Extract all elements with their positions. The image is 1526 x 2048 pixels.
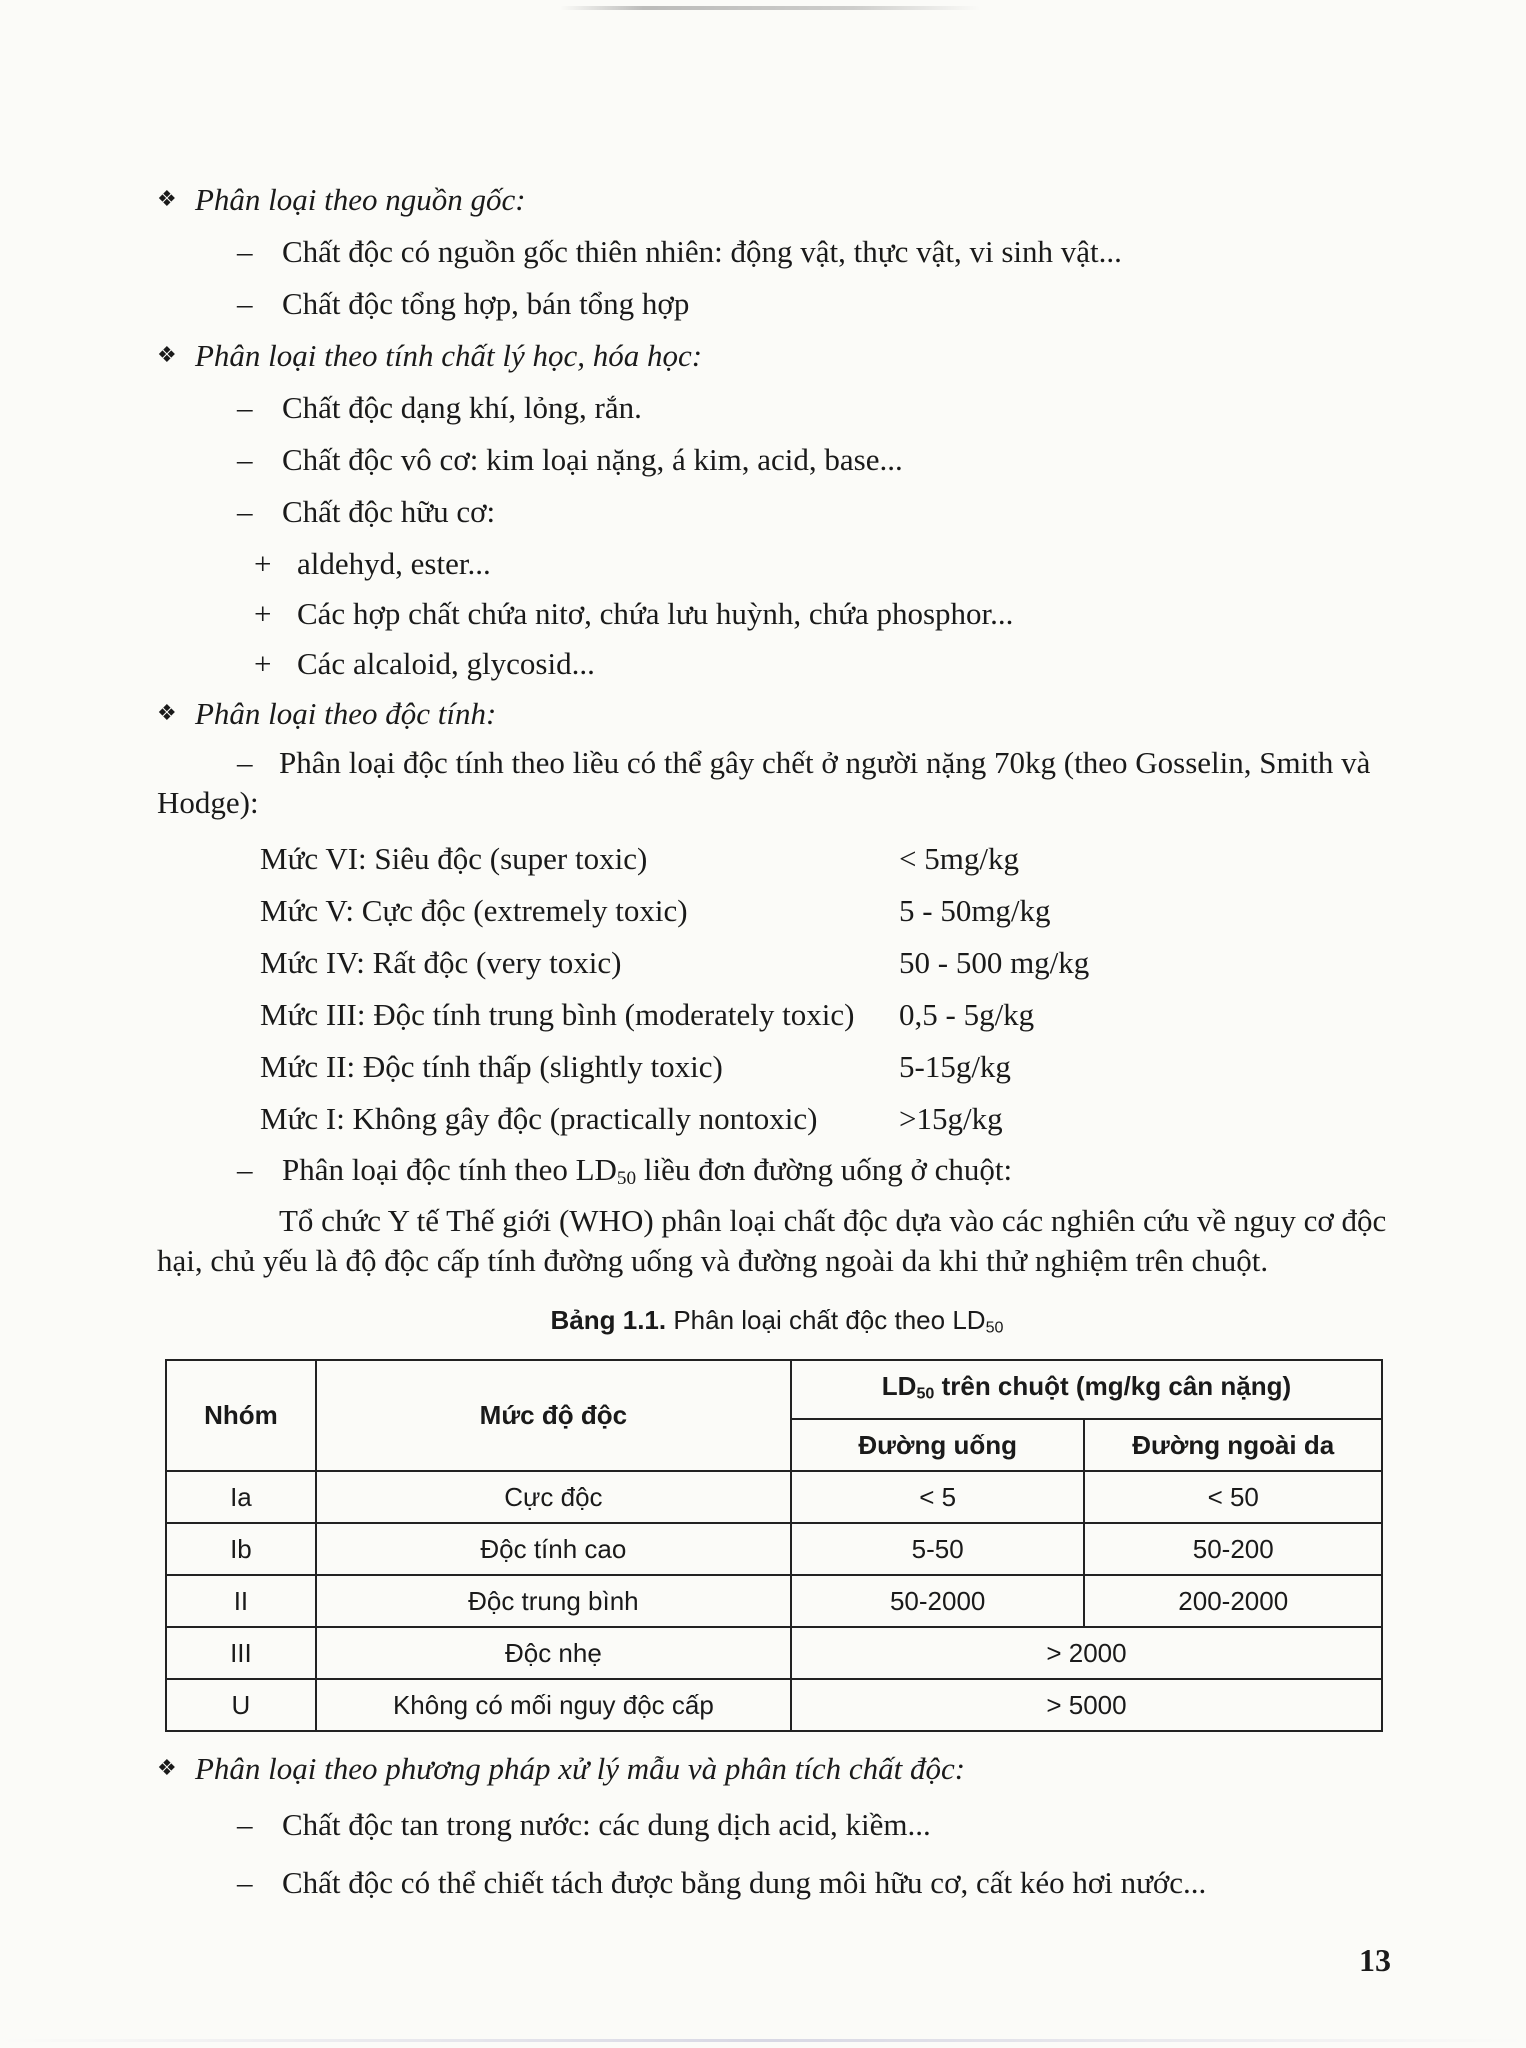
col-header-group: Nhóm: [166, 1360, 316, 1472]
cell-level: Độc nhẹ: [316, 1627, 791, 1679]
sub-list-item-text: Các alcaloid, glycosid...: [297, 646, 595, 681]
heading-text: Phân loại theo phương pháp xử lý mẫu và phân tích chất độc:: [195, 1751, 966, 1787]
level-name: Mức IV: Rất độc (very toxic): [260, 945, 622, 980]
sub-list-item-text: Các hợp chất chứa nitơ, chứa lưu huỳnh, chứa phosphor...: [297, 596, 1014, 631]
table-caption-text: Phân loại chất độc theo LD: [666, 1305, 986, 1335]
cell-level: Không có mối nguy độc cấp: [316, 1679, 791, 1731]
toxicity-intro-text: Phân loại độc tính theo liều có thể gây chết ở người nặng 70kg (theo Gosselin, Smith và Hodge):: [157, 745, 1371, 820]
plus-mark: +: [254, 646, 272, 681]
sub-list-item: [157, 639, 1397, 689]
level-name: Mức II: Độc tính thấp (slightly toxic): [260, 1049, 723, 1084]
level-name: Mức V: Cực độc (extremely toxic): [260, 893, 688, 928]
dash-mark: –: [237, 234, 253, 269]
col-header-level: Mức độ độc: [316, 1360, 791, 1472]
toxicity-levels: [157, 833, 1397, 1145]
list-item: [157, 1858, 1397, 1910]
cell-level: Độc trung bình: [316, 1575, 791, 1627]
table-row: [166, 1523, 1382, 1575]
cell-oral: 5-50: [791, 1523, 1085, 1575]
ld50-subscript: 50: [616, 1168, 637, 1190]
level-row: [157, 885, 1397, 937]
cell-merged: > 2000: [791, 1627, 1382, 1679]
level-row: [157, 937, 1397, 989]
dash-mark: –: [237, 286, 253, 321]
dash-mark: –: [237, 442, 253, 477]
cell-group: U: [166, 1679, 316, 1731]
heading-origin: [157, 175, 1397, 227]
level-value: 5 - 50mg/kg: [899, 893, 1051, 928]
list-item-text: Chất độc tan trong nước: các dung dịch acid, kiềm...: [282, 1807, 931, 1843]
list-item: [157, 487, 1397, 539]
ld50-line-pre: Phân loại độc tính theo LD: [282, 1152, 617, 1187]
list-item-text: Chất độc hữu cơ:: [282, 494, 496, 529]
level-row: [157, 989, 1397, 1041]
sub-list-item-text: aldehyd, ester...: [297, 546, 491, 581]
table-row: [166, 1627, 1382, 1679]
ld50-table: [165, 1359, 1383, 1733]
heading-toxicity: [157, 689, 1397, 741]
level-value: >15g/kg: [899, 1101, 1003, 1136]
diamond-bullet-icon: ❖: [157, 1756, 177, 1782]
dash-mark: –: [237, 390, 253, 425]
cell-group: Ia: [166, 1471, 316, 1523]
list-item-text: Chất độc có thể chiết tách được bằng dung môi hữu cơ, cất kéo hơi nước...: [282, 1865, 1207, 1901]
who-paragraph: Tổ chức Y tế Thế giới (WHO) phân loại chất độc dựa vào các nghiên cứu về nguy cơ độc hại, chủ yếu là độ độc cấp tính đường uống và đường ngoài da khi thử nghiệm trên chuột.: [157, 1203, 1387, 1278]
plus-mark: +: [254, 596, 272, 631]
dash-mark: –: [237, 1865, 253, 1901]
cell-oral: < 5: [791, 1471, 1085, 1523]
heading-physchem: [157, 331, 1397, 383]
table-row: [166, 1575, 1382, 1627]
col-header-oral: Đường uống: [791, 1419, 1085, 1471]
table-caption-sub: 50: [985, 1318, 1004, 1337]
col-header-ld50: $LD_{50}$ trên chuột (mg/kg cân nặng): [791, 1360, 1382, 1420]
list-item-text: Chất độc dạng khí, lỏng, rắn.: [282, 390, 642, 425]
level-value: 5-15g/kg: [899, 1049, 1011, 1084]
page-number: 13: [1359, 1942, 1391, 1978]
ld50-line: [157, 1145, 1397, 1197]
heading-text: Phân loại theo độc tính:: [195, 696, 497, 731]
dash-mark: –: [237, 745, 253, 780]
list-item-text: Chất độc có nguồn gốc thiên nhiên: động vật, thực vật, vi sinh vật...: [282, 234, 1122, 269]
table-row: [166, 1679, 1382, 1731]
heading-text: Phân loại theo nguồn gốc:: [195, 182, 526, 217]
table-row: [166, 1471, 1382, 1523]
level-row: [157, 833, 1397, 885]
diamond-bullet-icon: ❖: [157, 187, 177, 212]
scan-artifact-top: [560, 6, 980, 10]
table-caption-label: Bảng 1.1.: [550, 1305, 667, 1335]
heading-text: Phân loại theo tính chất lý học, hóa học:: [195, 338, 703, 373]
cell-dermal: 50-200: [1084, 1523, 1382, 1575]
ld50-line-post: liều đơn đường uống ở chuột:: [636, 1152, 1013, 1187]
toxicity-intro: [157, 743, 1397, 823]
cell-group: II: [166, 1575, 316, 1627]
sub-list-item: [157, 539, 1397, 589]
cell-dermal: < 50: [1084, 1471, 1382, 1523]
plus-mark: +: [254, 546, 272, 581]
cell-level: Độc tính cao: [316, 1523, 791, 1575]
level-row: [157, 1093, 1397, 1145]
list-item: [157, 227, 1397, 279]
dash-mark: –: [237, 1807, 253, 1843]
cell-merged: > 5000: [791, 1679, 1382, 1731]
dash-mark: –: [237, 494, 253, 529]
col-header-dermal: Đường ngoài da: [1084, 1419, 1382, 1471]
list-item: [157, 1800, 1397, 1852]
scan-artifact-bottom: [0, 2039, 1526, 2042]
table-caption: [157, 1303, 1397, 1345]
sub-list-item: [157, 589, 1397, 639]
level-name: Mức III: Độc tính trung bình (moderately toxic): [260, 997, 855, 1032]
cell-dermal: 200-2000: [1084, 1575, 1382, 1627]
cell-group: Ib: [166, 1523, 316, 1575]
dash-mark: –: [237, 1152, 253, 1187]
list-item-text: Chất độc vô cơ: kim loại nặng, á kim, acid, base...: [282, 442, 903, 477]
cell-level: Cực độc: [316, 1471, 791, 1523]
cell-group: III: [166, 1627, 316, 1679]
diamond-bullet-icon: ❖: [157, 701, 177, 726]
level-value: < 5mg/kg: [899, 841, 1019, 876]
level-name: Mức VI: Siêu độc (super toxic): [260, 841, 648, 876]
level-name: Mức I: Không gây độc (practically nontoxic): [260, 1101, 818, 1136]
level-value: 0,5 - 5g/kg: [899, 997, 1035, 1032]
list-item: [157, 435, 1397, 487]
level-value: 50 - 500 mg/kg: [899, 945, 1090, 980]
heading-method: [157, 1744, 1397, 1796]
list-item: [157, 279, 1397, 331]
list-item-text: Chất độc tổng hợp, bán tổng hợp: [282, 286, 690, 321]
cell-oral: 50-2000: [791, 1575, 1085, 1627]
list-item: [157, 383, 1397, 435]
diamond-bullet-icon: ❖: [157, 343, 177, 368]
page-content: [157, 175, 1397, 1910]
level-row: [157, 1041, 1397, 1093]
